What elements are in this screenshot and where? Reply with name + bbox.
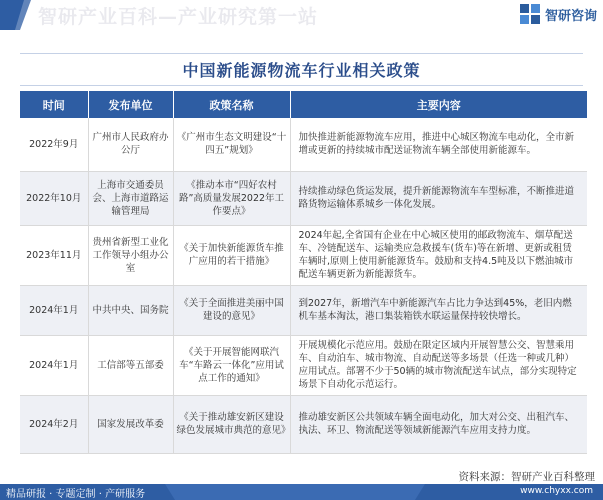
cell-content: 持续推动绿色货运发展，提升新能源物流车车型标准，不断推进道路货物运输体系城乡一体化发展。 (290, 171, 587, 225)
header-title: 智研产业百科—产业研究第一站 (38, 6, 319, 28)
table-row (20, 225, 587, 285)
column-header-content: 主要内容 (290, 91, 587, 118)
cell-unit: 国家发展改革委 (88, 395, 173, 453)
cell-content: 2024年起,全省国有企业在中心城区使用的邮政物流车、烟草配送车、冷链配送车、运输类应急救援车(货车)等在新增、更新或租赁车辆时,原则上使用新能源货车。鼓励和支持4.5吨及以下燃油城市配送车辆更新为新能源货车。 (290, 225, 587, 285)
header-corner-graphic (0, 0, 31, 30)
cell-unit: 上海市交通委员会、上海市道路运输管理局 (88, 171, 173, 225)
cell-time: 2024年2月 (20, 395, 88, 453)
table-row (20, 171, 587, 225)
footer-website[interactable]: www.chyxx.com (520, 486, 593, 496)
brand-logo (519, 3, 597, 25)
cell-time: 2024年1月 (20, 285, 88, 335)
cell-time: 2023年11月 (20, 225, 88, 285)
cell-content: 到2027年，新增汽车中新能源汽车占比力争达到45%，老旧内燃机车基本淘汰，港口集装箱铁水联运量保持较快增长。 (290, 285, 587, 335)
page-footer (0, 484, 603, 500)
cell-unit: 中共中央、国务院 (88, 285, 173, 335)
cell-policy-name: 《广州市生态文明建设“十四五”规划》 (173, 118, 290, 171)
column-header-time: 时间 (20, 91, 88, 118)
cell-content: 推动雄安新区公共领域车辆全面电动化，加大对公交、出租汽车、执法、环卫、物流配送等领域新能源汽车应用支持力度。 (290, 395, 587, 453)
table-header-row (20, 91, 587, 118)
table-row (20, 395, 587, 453)
page-title-bar (20, 53, 583, 86)
cell-time: 2024年1月 (20, 335, 88, 395)
table-row (20, 285, 587, 335)
logo-icon (519, 3, 541, 25)
footer-decoration (165, 484, 425, 500)
table-row (20, 335, 587, 395)
source-row (0, 471, 603, 483)
cell-time: 2022年10月 (20, 171, 88, 225)
cell-policy-name: 《关于开展智能网联汽车“车路云一体化”应用试点工作的通知》 (173, 335, 290, 395)
cell-policy-name: 《关于全面推进美丽中国建设的意见》 (173, 285, 290, 335)
cell-policy-name: 《关于加快新能源货车推广应用的若干措施》 (173, 225, 290, 285)
source-note: 资料来源：智研产业百科整理 (458, 471, 595, 483)
table-row (20, 118, 587, 171)
cell-unit: 广州市人民政府办公厅 (88, 118, 173, 171)
page-title: 中国新能源物流车行业相关政策 (182, 61, 421, 80)
page-header (0, 0, 603, 30)
column-header-unit: 发布单位 (88, 91, 173, 118)
cell-policy-name: 《关于推动雄安新区建设绿色发展城市典范的意见》 (173, 395, 290, 453)
column-header-name: 政策名称 (173, 91, 290, 118)
cell-unit: 工信部等五部委 (88, 335, 173, 395)
cell-content: 加快推进新能源物流车应用，推进中心城区物流车电动化，全市新增或更新的持续城市配送证物流车辆全部使用新能源车。 (290, 118, 587, 171)
cell-content: 开展规模化示范应用。鼓励在限定区域内开展智慧公交、智慧乘用车、自动泊车、城市物流、自动配送等多场景（任选一种或几种）应用试点。部署不少于50辆的城市物流配送车试点，部分实现特定场景下自动化示范运行。 (290, 335, 587, 395)
footer-services: 精品研报 · 专题定制 · 产研服务 (6, 489, 146, 500)
cell-policy-name: 《推动本市“四好农村路”高质量发展2022年工作要点》 (173, 171, 290, 225)
cell-time: 2022年9月 (20, 118, 88, 171)
cell-unit: 贵州省新型工业化工作领导小组办公室 (88, 225, 173, 285)
logo-text: 智研咨询 (544, 8, 597, 24)
policy-table (20, 91, 587, 454)
